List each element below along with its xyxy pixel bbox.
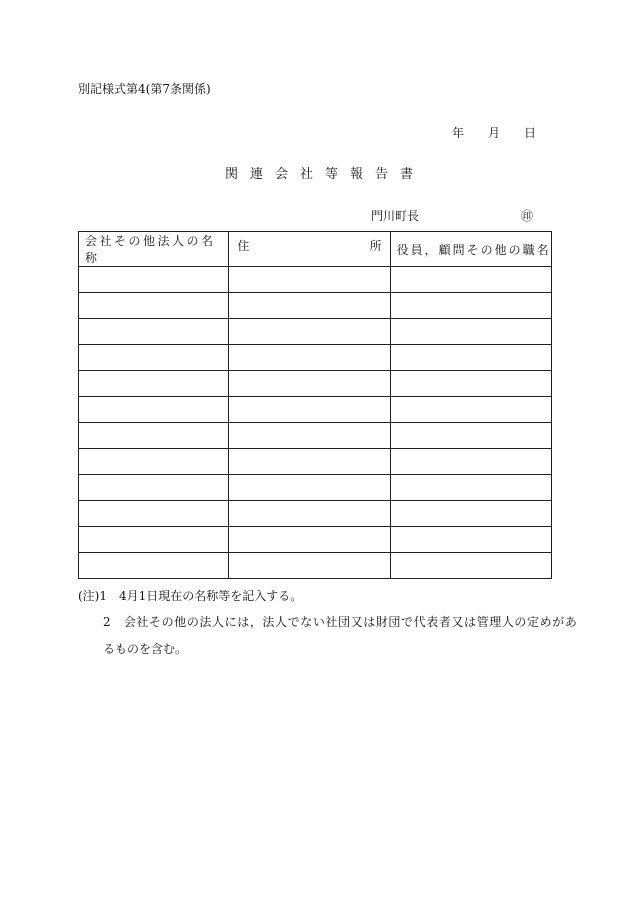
cell-company-name[interactable]	[79, 449, 229, 475]
table-row	[79, 527, 552, 553]
cell-company-name[interactable]	[79, 553, 229, 579]
table-row	[79, 371, 552, 397]
cell-company-name[interactable]	[79, 371, 229, 397]
cell-position[interactable]	[390, 553, 551, 579]
date-line	[452, 124, 536, 141]
cell-company-name[interactable]	[79, 293, 229, 319]
cell-address[interactable]	[229, 553, 390, 579]
header-address-part1: 住	[237, 239, 250, 253]
cell-address[interactable]	[229, 397, 390, 423]
form-label: 別記様式第4(第7条関係)	[78, 82, 211, 96]
table-row	[79, 345, 552, 371]
table-row	[79, 475, 552, 501]
cell-address[interactable]	[229, 475, 390, 501]
cell-address[interactable]	[229, 267, 390, 293]
header-address	[229, 232, 390, 267]
note-line-3: るものを含む。	[103, 642, 188, 656]
cell-address[interactable]	[229, 449, 390, 475]
cell-company-name[interactable]	[79, 345, 229, 371]
note-line-2: 2 会社その他の法人には，法人でない社団又は財団で代表者又は管理人の定めがあ	[103, 615, 578, 629]
table-row	[79, 553, 552, 579]
cell-address[interactable]	[229, 423, 390, 449]
table-header-row	[79, 232, 552, 267]
cell-position[interactable]	[390, 501, 551, 527]
addressee: 門川町長	[371, 209, 420, 223]
table-row	[79, 267, 552, 293]
cell-company-name[interactable]	[79, 319, 229, 345]
table-body	[79, 267, 552, 579]
table-row	[79, 423, 552, 449]
cell-address[interactable]	[229, 527, 390, 553]
table-row	[79, 319, 552, 345]
cell-address[interactable]	[229, 319, 390, 345]
table-row	[79, 293, 552, 319]
date-month: 月	[488, 126, 501, 140]
report-table	[78, 231, 552, 579]
cell-address[interactable]	[229, 345, 390, 371]
cell-company-name[interactable]	[79, 397, 229, 423]
cell-position[interactable]	[390, 397, 551, 423]
cell-company-name[interactable]	[79, 527, 229, 553]
cell-position[interactable]	[390, 475, 551, 501]
cell-position[interactable]	[390, 345, 551, 371]
cell-position[interactable]	[390, 293, 551, 319]
document-title: 関連会社等報告書	[225, 167, 426, 182]
cell-address[interactable]	[229, 501, 390, 527]
table-row	[79, 449, 552, 475]
header-address-part2: 所	[369, 239, 382, 253]
table-row	[79, 397, 552, 423]
cell-position[interactable]	[390, 449, 551, 475]
note-line-1: (注)1 4月1日現在の名称等を記入する。	[78, 589, 303, 603]
header-company-name: 会社その他法人の名称	[79, 232, 229, 267]
seal-mark: ㊞	[521, 209, 534, 223]
cell-position[interactable]	[390, 267, 551, 293]
cell-address[interactable]	[229, 371, 390, 397]
date-year: 年	[452, 126, 465, 140]
cell-position[interactable]	[390, 319, 551, 345]
header-position: 役員，顧問その他の職名	[390, 232, 551, 267]
cell-address[interactable]	[229, 293, 390, 319]
table-row	[79, 501, 552, 527]
cell-position[interactable]	[390, 371, 551, 397]
cell-company-name[interactable]	[79, 475, 229, 501]
cell-position[interactable]	[390, 527, 551, 553]
cell-company-name[interactable]	[79, 501, 229, 527]
cell-company-name[interactable]	[79, 267, 229, 293]
cell-company-name[interactable]	[79, 423, 229, 449]
date-day: 日	[524, 126, 537, 140]
cell-position[interactable]	[390, 423, 551, 449]
